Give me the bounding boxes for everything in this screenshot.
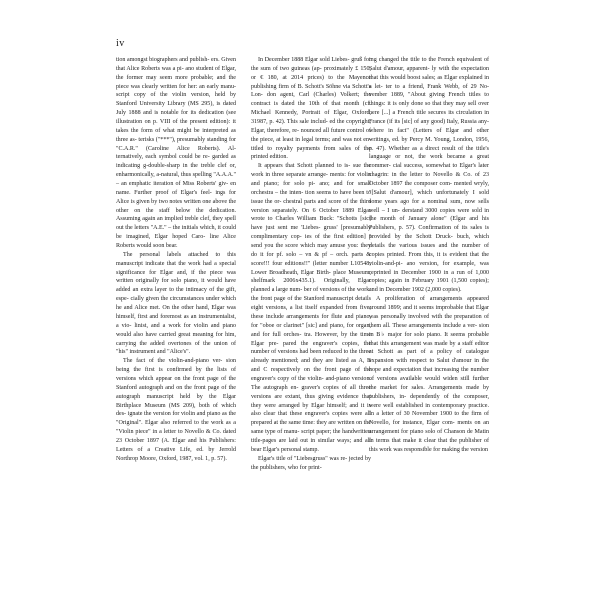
paragraph: The fact of the violin-and-piano ver- sion being the first is confirmed by the lists of versions which appear on the front page of the Stanford autograph and on the front page of the autograph manuscript held by the Elgar Birthplace Museum (MS 209), both of which des- ignate the version for violin and piano as the "Original". Elgar also referred to the work as a "Violin piece" in a letter to Novello & Co. dated 23 October 1897 (A. Elgar and his Publishers: Letters of a Creative Life, ed. by Jerrold Northrop Moore, Oxford, 1987, vol. 1, p. 57).	[116, 358, 236, 462]
paragraph: In December 1888 Elgar sold Liebes- gruß for the sum of two guineas (ap- proximately £ 150, or € 180, at 2014 prices) to the Mayence publishing firm of B. Schott's Söhne via Schott's Lon- don agent, Carl (Charles) Volkert; the contract is dated the 10th of that month (cf. Michael Kennedy, Portrait of Elgar, Oxford, 31987, p. 42). This sale includ- ed the copyright; Elgar, therefore, re- nounced all future control of the piece, at least in legal terms; and was not en- titled to royalty payments from sales of the printed edition.	[251, 57, 371, 161]
text-column-2	[251, 56, 371, 472]
text-column-1	[116, 56, 236, 464]
paragraph: ing changed the title to the French equivalent of Salut d'amour, apparent- ly with the expectation that this would boost sales; as Elgar explained in a let- ter to a friend, Frank Webb, of 29 No- vember 1889, "About giving French titles to things: it is only done so that they may sell over here [...] a French title secures its circulation in France (if its [sic] of any good) Italy, Russia any- where in fact" (Letters of Elgar and other writings, ed. by Percy M. Young, London, 1956, p. 47). Whether as a direct result of the title's language or not, the work became a great commer- cial success, somewhat to Elgar's later chagrin: in the letter to Novello & Co. of 23 October 1897 the composer com- mented wryly, "[Salut d'amour], which unfortunately I sold some years ago for a nominal sum, now sells well – I un- derstand 3000 copies were sold in the month of January alone" (Elgar and his Publishers, p. 57). Confirmation of its sales is provided by the Schott Druck- buch, which details the various issues and the number of copies printed. From this, it is evident that the violin-and-pi- ano version, for example, was reprinted in December 1900 in a run of 1,000 copies; again in February 1901 (1,500 copies); and in December 1902 (2,000 copies).	[369, 57, 489, 294]
text-column-3	[369, 56, 489, 455]
paragraph: Elgar's title of "Liebesgruss" was re- jected by the publishers, who for print-	[251, 455, 371, 471]
paragraph: A proliferation of arrangements appeared around 1899; and it seems improbable that Elgar was personally involved with the preparation of them all. These arrangements include a ver- sion in B♭ major for solo piano. It seems probable that this arrangement was made by a staff editor at Schott as part of a policy of catalogue expansion with respect to Salut d'amour in the hope and expectation that increasing the number of versions available would widen still further the market for sales. Arrangements made by publishers, in- dependently of the composer, were well established in contemporary practice. In a letter of 30 November 1900 to the firm of Novello, for instance, Elgar com- ments on an arrangement for piano solo of Chanson de Matin in terms that make it clear that the publisher of this work was responsible for making the version	[369, 296, 489, 453]
paragraph: The personal labels attached to this manuscript indicate that the work had a special significance for Elgar and, if the piece was written originally for solo piano, it would have added an extra layer to the intimacy of the gift, espe- cially given the circumstances under which he and Alice met. On the other hand, Elgar was himself, first and foremost as an instrumentalist, a vio- linist, and a work for violin and piano would also have carried great meaning for him, carrying the added overtones of the union of "his" instrument and "Alice's".	[116, 251, 236, 356]
page-number: iv	[116, 38, 125, 49]
paragraph: tion amongst biographers and publish- ers. Given that Alice Roberts was a pi- ano student of Elgar, the former may seem more probable; and the piece was clearly written for her: an early manu- script copy of the violin version, held by Stanford University Library (MS 295), is dated July 1888 and is notable for its dedication (see illustration on p. VIII of the present edition): it takes the form of what might be interpreted as three as- terisks ("***"), presumably standing for "C.A.R." (Caroline Alice Roberts). Al- ternatively, each symbol could be re- garded as indicating g-double-sharp in the treble clef or, enharmonically, a-natural, thus spelling "A.A.A." – an emphatic iteration of Miss Roberts' giv- en name. Further proof of Elgar's feel- ings for Alice is given by two notes written one above the other on the staff below the dedication. Assuming again an implied treble clef, they spell out the letters "A.E." – the initials which, it could be imagined, Elgar hoped Caro- line Alice Roberts would soon bear.	[116, 57, 236, 250]
paragraph: It appears that Schott planned to is- sue the work in three separate arrange- ments: for violin and piano; for solo pi- ano; and for small orchestra – the inten- tion seems to have been to issue the or- chestral parts and score of the third version separately. On 6 October 1889 Elgar wrote to Charles William Buck: "Schotts [sic] have just sent me 'Liebes- gruss' [presumably complimentary cop- ies of the first edition] I send you the score which may amuse you: they do it for pf. solo – vn & pf – orch. parts & score!!! four editions!!" (letter number L10548; Lower Broadheath, Elgar Birth- place Museum, shelfmark 2006x435.1). Originally, Elgar planned a large num- ber of versions of the work: the front page of the Stanford manuscript details eight versions, a list itself expanded from five; these include arrangements for flute and piano, for "oboe or clarinet" [sic] and piano, for organ, and for full orches- tra. However, by the time Elgar pre- pared the engraver's copies, the number of versions had been reduced to the three already mentioned; and they are listed as A, B and C respectively on the front page of the engraver's copy of the violin- and-piano version. The autograph en- graver's copies of all three versions are extant, thus giving evidence that they were arranged by Elgar himself; and it is also clear that these engraver's copies were all prepared at the same time: they are written on the same type of manu- script paper; the handwritten title-pages are laid out in similar ways; and all bear Elgar's personal stamp.	[251, 163, 371, 453]
